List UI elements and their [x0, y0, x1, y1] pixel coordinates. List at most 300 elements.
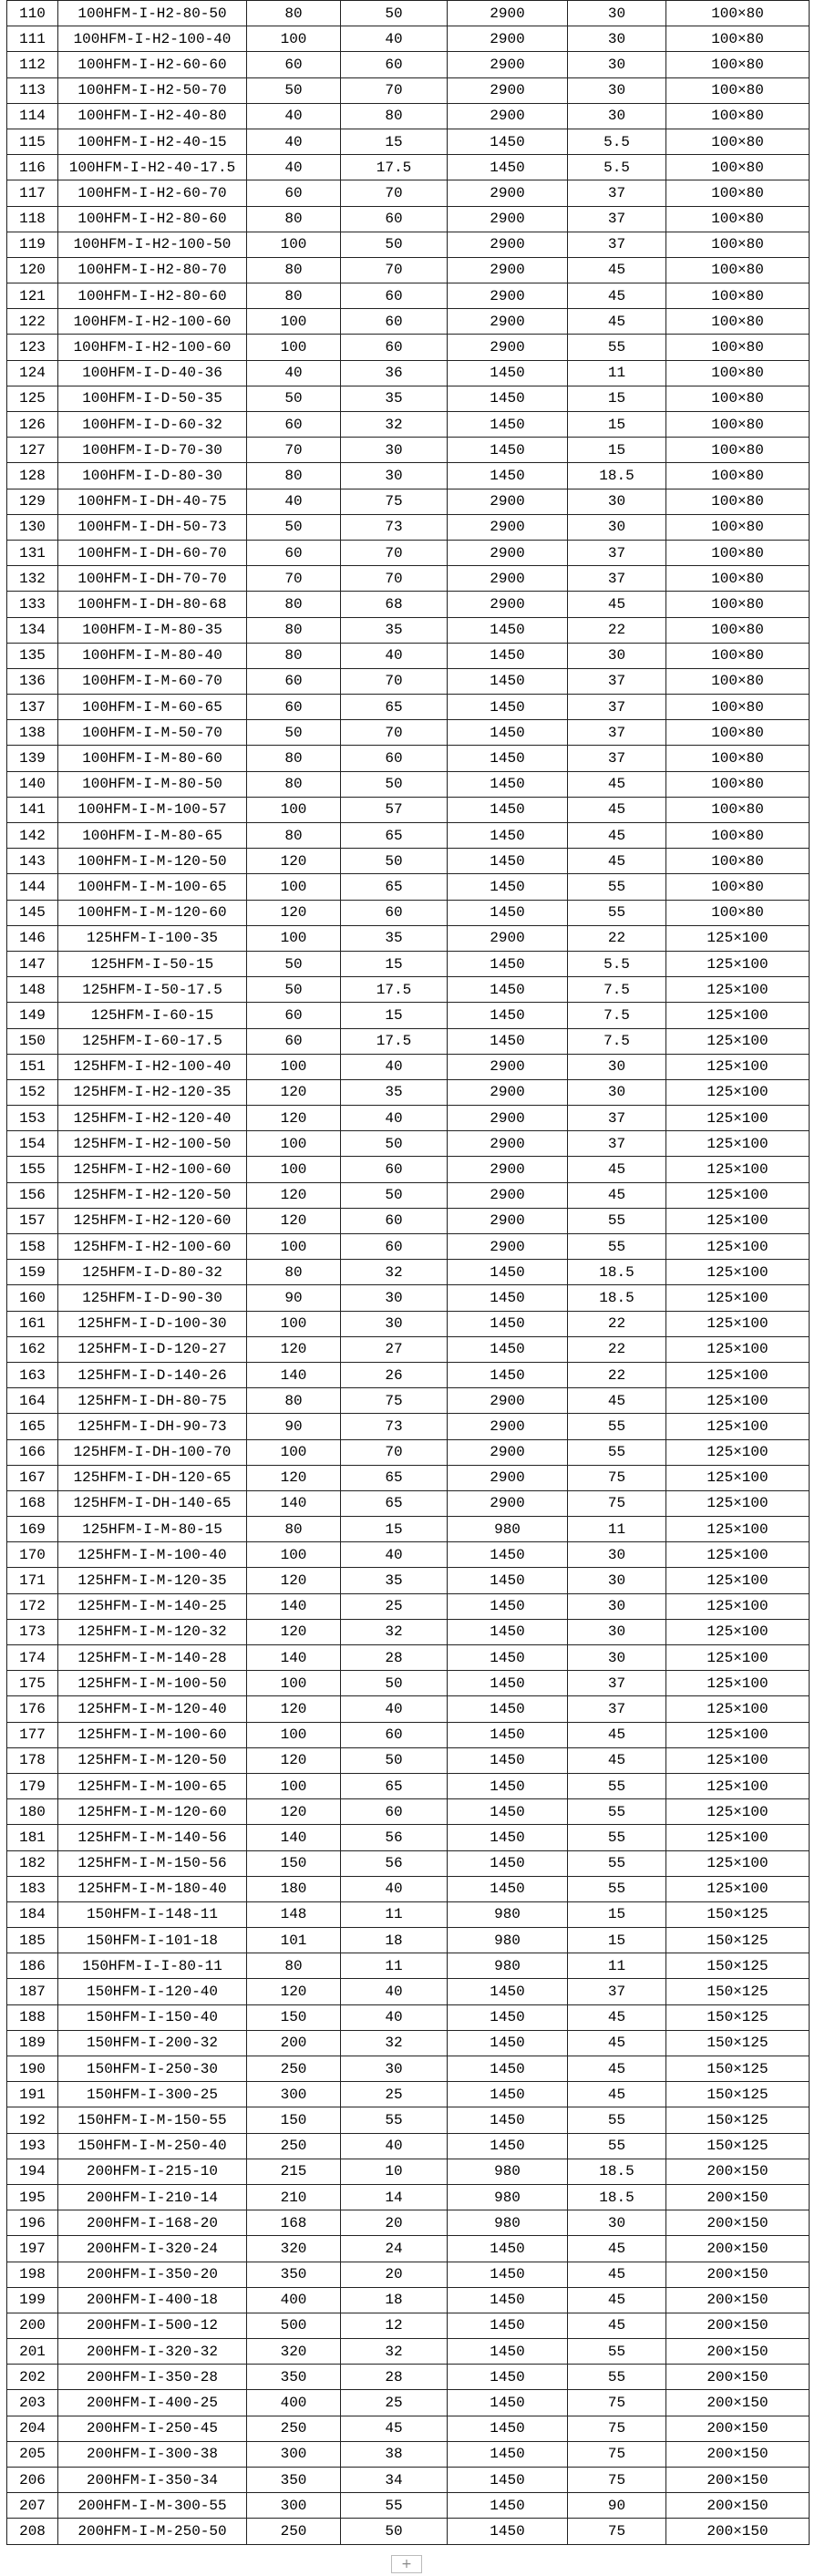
cell-index: 138	[7, 720, 58, 746]
cell-index: 126	[7, 412, 58, 438]
cell-flow: 80	[247, 1388, 341, 1414]
cell-caliber: 125×100	[666, 1645, 810, 1671]
cell-power: 75	[568, 2468, 666, 2493]
cell-index: 182	[7, 1850, 58, 1876]
cell-head: 60	[341, 206, 448, 232]
cell-index: 166	[7, 1439, 58, 1465]
cell-speed: 1450	[448, 2262, 568, 2287]
cell-speed: 2900	[448, 1388, 568, 1414]
cell-model: 200HFM-I-300-38	[58, 2441, 247, 2467]
cell-power: 55	[568, 2133, 666, 2159]
cell-caliber: 125×100	[666, 1157, 810, 1182]
cell-flow: 70	[247, 566, 341, 592]
cell-model: 125HFM-I-DH-80-75	[58, 1388, 247, 1414]
cell-flow: 50	[247, 514, 341, 540]
cell-index: 140	[7, 771, 58, 797]
cell-flow: 80	[247, 1260, 341, 1285]
cell-head: 36	[341, 360, 448, 386]
cell-head: 15	[341, 1003, 448, 1028]
cell-power: 18.5	[568, 2159, 666, 2184]
cell-index: 189	[7, 2030, 58, 2056]
table-row	[7, 1465, 810, 1490]
cell-index: 168	[7, 1490, 58, 1516]
table-row	[7, 2519, 810, 2544]
cell-flow: 120	[247, 1979, 341, 2004]
cell-model: 125HFM-I-H2-120-60	[58, 1208, 247, 1233]
cell-speed: 1450	[448, 2056, 568, 2082]
cell-power: 37	[568, 720, 666, 746]
cell-speed: 2900	[448, 1106, 568, 1131]
cell-flow: 120	[247, 1079, 341, 1105]
cell-power: 45	[568, 2030, 666, 2056]
cell-caliber: 125×100	[666, 1722, 810, 1747]
cell-flow: 80	[247, 771, 341, 797]
cell-power: 75	[568, 2416, 666, 2441]
table-row	[7, 695, 810, 720]
cell-head: 70	[341, 257, 448, 283]
cell-flow: 60	[247, 668, 341, 694]
cell-model: 200HFM-I-215-10	[58, 2159, 247, 2184]
cell-caliber: 125×100	[666, 1517, 810, 1542]
cell-model: 200HFM-I-350-20	[58, 2262, 247, 2287]
cell-speed: 1450	[448, 2313, 568, 2338]
cell-index: 193	[7, 2133, 58, 2159]
table-row	[7, 643, 810, 668]
cell-flow: 500	[247, 2313, 341, 2338]
cell-model: 100HFM-I-DH-40-75	[58, 489, 247, 514]
table-row	[7, 1799, 810, 1825]
cell-index: 202	[7, 2365, 58, 2390]
cell-power: 18.5	[568, 1285, 666, 1311]
cell-speed: 2900	[448, 103, 568, 129]
cell-model: 200HFM-I-M-300-55	[58, 2493, 247, 2519]
cell-model: 150HFM-I-148-11	[58, 1901, 247, 1927]
cell-caliber: 100×80	[666, 155, 810, 180]
cell-head: 25	[341, 1593, 448, 1619]
cell-index: 173	[7, 1619, 58, 1644]
table-row	[7, 257, 810, 283]
cell-model: 100HFM-I-M-80-60	[58, 746, 247, 771]
cell-caliber: 125×100	[666, 1490, 810, 1516]
cell-head: 55	[341, 2107, 448, 2133]
cell-flow: 250	[247, 2519, 341, 2544]
cell-flow: 150	[247, 2004, 341, 2030]
pump-spec-table	[6, 0, 810, 2545]
cell-speed: 1450	[448, 155, 568, 180]
cell-caliber: 200×150	[666, 2210, 810, 2236]
cell-index: 111	[7, 26, 58, 52]
table-row	[7, 1619, 810, 1644]
cell-speed: 1450	[448, 2107, 568, 2133]
cell-head: 40	[341, 1696, 448, 1722]
cell-flow: 120	[247, 1336, 341, 1362]
cell-flow: 120	[247, 1747, 341, 1773]
cell-power: 75	[568, 2390, 666, 2416]
cell-caliber: 125×100	[666, 1054, 810, 1079]
cell-flow: 50	[247, 977, 341, 1003]
cell-caliber: 100×80	[666, 257, 810, 283]
cell-power: 30	[568, 77, 666, 103]
cell-caliber: 150×125	[666, 1901, 810, 1927]
cell-index: 167	[7, 1465, 58, 1490]
cell-model: 100HFM-I-H2-100-40	[58, 26, 247, 52]
cell-model: 100HFM-I-H2-80-70	[58, 257, 247, 283]
cell-head: 65	[341, 823, 448, 849]
cell-index: 208	[7, 2519, 58, 2544]
cell-model: 125HFM-I-M-120-32	[58, 1619, 247, 1644]
cell-power: 37	[568, 668, 666, 694]
cell-index: 176	[7, 1696, 58, 1722]
cell-power: 30	[568, 643, 666, 668]
cell-power: 45	[568, 592, 666, 617]
table-row	[7, 103, 810, 129]
cell-caliber: 125×100	[666, 951, 810, 976]
cell-power: 22	[568, 1311, 666, 1336]
cell-speed: 2900	[448, 592, 568, 617]
table-row	[7, 2365, 810, 2390]
cell-caliber: 100×80	[666, 797, 810, 822]
cell-index: 197	[7, 2236, 58, 2262]
cell-caliber: 100×80	[666, 540, 810, 565]
cell-index: 157	[7, 1208, 58, 1233]
cell-index: 204	[7, 2416, 58, 2441]
cell-speed: 2900	[448, 1157, 568, 1182]
cell-index: 203	[7, 2390, 58, 2416]
cell-model: 125HFM-I-H2-120-50	[58, 1182, 247, 1208]
cell-index: 153	[7, 1106, 58, 1131]
cell-model: 125HFM-I-M-100-60	[58, 1722, 247, 1747]
cell-caliber: 125×100	[666, 1439, 810, 1465]
cell-head: 56	[341, 1825, 448, 1850]
cell-power: 37	[568, 1979, 666, 2004]
cell-flow: 60	[247, 695, 341, 720]
table-row	[7, 925, 810, 951]
table-row	[7, 2004, 810, 2030]
table-row	[7, 1876, 810, 1901]
table-row	[7, 2493, 810, 2519]
cell-caliber: 200×150	[666, 2468, 810, 2493]
cell-head: 70	[341, 180, 448, 206]
table-row	[7, 1773, 810, 1798]
cell-speed: 1450	[448, 1542, 568, 1568]
cell-caliber: 100×80	[666, 52, 810, 77]
cell-index: 201	[7, 2339, 58, 2365]
cell-speed: 1450	[448, 1619, 568, 1644]
cell-caliber: 125×100	[666, 1028, 810, 1054]
cell-index: 156	[7, 1182, 58, 1208]
cell-model: 100HFM-I-M-60-65	[58, 695, 247, 720]
table-row	[7, 951, 810, 976]
cell-flow: 120	[247, 1619, 341, 1644]
cell-speed: 1450	[448, 1722, 568, 1747]
cell-speed: 2900	[448, 540, 568, 565]
cell-head: 50	[341, 771, 448, 797]
cell-model: 100HFM-I-M-120-50	[58, 849, 247, 874]
cell-flow: 100	[247, 1722, 341, 1747]
cell-model: 100HFM-I-H2-100-50	[58, 232, 247, 257]
table-row	[7, 2262, 810, 2287]
cell-model: 150HFM-I-I-80-11	[58, 1953, 247, 1979]
cell-model: 100HFM-I-H2-60-70	[58, 180, 247, 206]
table-row	[7, 77, 810, 103]
cell-index: 132	[7, 566, 58, 592]
cell-speed: 1450	[448, 2390, 568, 2416]
cell-flow: 140	[247, 1645, 341, 1671]
cell-model: 125HFM-I-M-120-60	[58, 1799, 247, 1825]
table-row	[7, 1439, 810, 1465]
cell-power: 45	[568, 849, 666, 874]
table-row	[7, 1696, 810, 1722]
cell-power: 55	[568, 1799, 666, 1825]
table-row	[7, 2184, 810, 2210]
cell-model: 100HFM-I-H2-80-60	[58, 206, 247, 232]
cell-head: 70	[341, 720, 448, 746]
cell-flow: 101	[247, 1928, 341, 1953]
cell-head: 26	[341, 1362, 448, 1387]
cell-index: 113	[7, 77, 58, 103]
cell-index: 152	[7, 1079, 58, 1105]
cell-head: 50	[341, 1182, 448, 1208]
cell-flow: 140	[247, 1825, 341, 1850]
cell-head: 17.5	[341, 155, 448, 180]
cell-power: 18.5	[568, 463, 666, 489]
cell-caliber: 125×100	[666, 1208, 810, 1233]
cell-power: 45	[568, 283, 666, 309]
cell-flow: 180	[247, 1876, 341, 1901]
cell-speed: 1450	[448, 386, 568, 411]
cell-head: 57	[341, 797, 448, 822]
cell-speed: 1450	[448, 1671, 568, 1696]
cell-caliber: 125×100	[666, 1542, 810, 1568]
cell-speed: 1450	[448, 1311, 568, 1336]
cell-model: 125HFM-I-M-100-50	[58, 1671, 247, 1696]
cell-flow: 80	[247, 1953, 341, 1979]
cell-speed: 980	[448, 1901, 568, 1927]
table-row	[7, 514, 810, 540]
cell-power: 22	[568, 925, 666, 951]
cell-model: 150HFM-I-250-30	[58, 2056, 247, 2082]
cell-speed: 980	[448, 2184, 568, 2210]
cell-model: 100HFM-I-M-100-65	[58, 874, 247, 900]
cell-head: 17.5	[341, 977, 448, 1003]
cell-speed: 980	[448, 1928, 568, 1953]
table-row	[7, 617, 810, 643]
cell-head: 60	[341, 900, 448, 925]
cell-caliber: 200×150	[666, 2519, 810, 2544]
cell-speed: 2900	[448, 514, 568, 540]
cell-caliber: 125×100	[666, 1696, 810, 1722]
cell-speed: 1450	[448, 874, 568, 900]
cell-flow: 148	[247, 1901, 341, 1927]
cell-index: 188	[7, 2004, 58, 2030]
cell-caliber: 125×100	[666, 977, 810, 1003]
table-row	[7, 1336, 810, 1362]
cell-caliber: 125×100	[666, 1311, 810, 1336]
table-row	[7, 849, 810, 874]
cell-power: 18.5	[568, 1260, 666, 1285]
cell-power: 55	[568, 2107, 666, 2133]
cell-model: 125HFM-I-60-15	[58, 1003, 247, 1028]
cell-index: 172	[7, 1593, 58, 1619]
cell-caliber: 100×80	[666, 849, 810, 874]
cell-caliber: 100×80	[666, 746, 810, 771]
cell-speed: 1450	[448, 1003, 568, 1028]
cell-speed: 2900	[448, 925, 568, 951]
cell-power: 45	[568, 2236, 666, 2262]
cell-model: 100HFM-I-H2-100-60	[58, 335, 247, 360]
cell-model: 125HFM-I-M-120-40	[58, 1696, 247, 1722]
cell-power: 37	[568, 180, 666, 206]
table-row	[7, 1260, 810, 1285]
cell-head: 35	[341, 1079, 448, 1105]
cell-head: 60	[341, 1157, 448, 1182]
cell-flow: 100	[247, 925, 341, 951]
table-row	[7, 1028, 810, 1054]
cell-flow: 168	[247, 2210, 341, 2236]
table-row	[7, 1131, 810, 1157]
cell-flow: 70	[247, 438, 341, 463]
cell-caliber: 125×100	[666, 1234, 810, 1260]
cell-flow: 300	[247, 2493, 341, 2519]
cell-speed: 1450	[448, 1799, 568, 1825]
cell-power: 30	[568, 1054, 666, 1079]
cell-head: 70	[341, 77, 448, 103]
cell-model: 100HFM-I-DH-70-70	[58, 566, 247, 592]
cell-caliber: 125×100	[666, 1850, 810, 1876]
cell-flow: 100	[247, 1311, 341, 1336]
cell-caliber: 100×80	[666, 129, 810, 154]
cell-flow: 50	[247, 386, 341, 411]
cell-power: 75	[568, 1465, 666, 1490]
table-row	[7, 2159, 810, 2184]
cell-caliber: 100×80	[666, 720, 810, 746]
cell-model: 100HFM-I-D-70-30	[58, 438, 247, 463]
cell-index: 200	[7, 2313, 58, 2338]
cell-caliber: 150×125	[666, 2030, 810, 2056]
cell-flow: 350	[247, 2262, 341, 2287]
cell-power: 37	[568, 232, 666, 257]
table-row	[7, 386, 810, 411]
cell-caliber: 100×80	[666, 206, 810, 232]
cell-caliber: 125×100	[666, 1773, 810, 1798]
cell-speed: 1450	[448, 2416, 568, 2441]
add-row-button[interactable]	[391, 2555, 422, 2573]
cell-model: 100HFM-I-H2-80-60	[58, 283, 247, 309]
table-row	[7, 206, 810, 232]
table-row	[7, 1003, 810, 1028]
cell-flow: 140	[247, 1362, 341, 1387]
cell-power: 30	[568, 514, 666, 540]
cell-model: 100HFM-I-M-80-40	[58, 643, 247, 668]
cell-model: 125HFM-I-H2-120-40	[58, 1106, 247, 1131]
cell-speed: 1450	[448, 1362, 568, 1387]
table-row	[7, 463, 810, 489]
cell-head: 14	[341, 2184, 448, 2210]
cell-head: 15	[341, 129, 448, 154]
cell-model: 200HFM-I-400-25	[58, 2390, 247, 2416]
cell-model: 125HFM-I-H2-100-40	[58, 1054, 247, 1079]
cell-model: 100HFM-I-H2-50-70	[58, 77, 247, 103]
cell-power: 45	[568, 1722, 666, 1747]
cell-flow: 100	[247, 1157, 341, 1182]
cell-flow: 50	[247, 720, 341, 746]
cell-flow: 100	[247, 335, 341, 360]
cell-caliber: 125×100	[666, 925, 810, 951]
cell-flow: 100	[247, 1671, 341, 1696]
cell-index: 136	[7, 668, 58, 694]
cell-model: 100HFM-I-H2-100-60	[58, 309, 247, 335]
cell-caliber: 200×150	[666, 2262, 810, 2287]
cell-head: 40	[341, 2004, 448, 2030]
table-row	[7, 1234, 810, 1260]
cell-model: 150HFM-I-150-40	[58, 2004, 247, 2030]
cell-model: 100HFM-I-H2-60-60	[58, 52, 247, 77]
table-row	[7, 2441, 810, 2467]
cell-model: 125HFM-I-50-15	[58, 951, 247, 976]
cell-caliber: 125×100	[666, 1079, 810, 1105]
cell-speed: 1450	[448, 1825, 568, 1850]
cell-flow: 400	[247, 2287, 341, 2313]
cell-speed: 1450	[448, 771, 568, 797]
cell-caliber: 200×150	[666, 2390, 810, 2416]
cell-model: 200HFM-I-210-14	[58, 2184, 247, 2210]
cell-flow: 100	[247, 1439, 341, 1465]
table-row	[7, 1953, 810, 1979]
cell-power: 45	[568, 1388, 666, 1414]
cell-model: 100HFM-I-M-80-35	[58, 617, 247, 643]
table-row	[7, 26, 810, 52]
cell-flow: 400	[247, 2390, 341, 2416]
cell-flow: 90	[247, 1285, 341, 1311]
cell-speed: 1450	[448, 2287, 568, 2313]
cell-speed: 1450	[448, 617, 568, 643]
table-row	[7, 1054, 810, 1079]
cell-speed: 1450	[448, 951, 568, 976]
cell-head: 50	[341, 2519, 448, 2544]
cell-model: 100HFM-I-M-50-70	[58, 720, 247, 746]
cell-speed: 1450	[448, 1593, 568, 1619]
cell-head: 10	[341, 2159, 448, 2184]
cell-head: 65	[341, 695, 448, 720]
cell-flow: 120	[247, 1182, 341, 1208]
cell-caliber: 100×80	[666, 180, 810, 206]
cell-index: 130	[7, 514, 58, 540]
cell-speed: 1450	[448, 129, 568, 154]
table-row	[7, 771, 810, 797]
table-row	[7, 2339, 810, 2365]
cell-index: 171	[7, 1568, 58, 1593]
cell-model: 125HFM-I-M-140-28	[58, 1645, 247, 1671]
cell-head: 32	[341, 412, 448, 438]
cell-power: 45	[568, 257, 666, 283]
cell-caliber: 200×150	[666, 2184, 810, 2210]
cell-model: 200HFM-I-350-28	[58, 2365, 247, 2390]
cell-speed: 2900	[448, 180, 568, 206]
table-row	[7, 2056, 810, 2082]
cell-head: 32	[341, 1619, 448, 1644]
cell-caliber: 100×80	[666, 77, 810, 103]
cell-caliber: 100×80	[666, 489, 810, 514]
cell-head: 80	[341, 103, 448, 129]
cell-flow: 250	[247, 2133, 341, 2159]
cell-index: 195	[7, 2184, 58, 2210]
cell-speed: 2900	[448, 52, 568, 77]
cell-head: 25	[341, 2082, 448, 2107]
cell-caliber: 200×150	[666, 2493, 810, 2519]
cell-power: 45	[568, 2004, 666, 2030]
cell-index: 196	[7, 2210, 58, 2236]
cell-speed: 1450	[448, 1028, 568, 1054]
